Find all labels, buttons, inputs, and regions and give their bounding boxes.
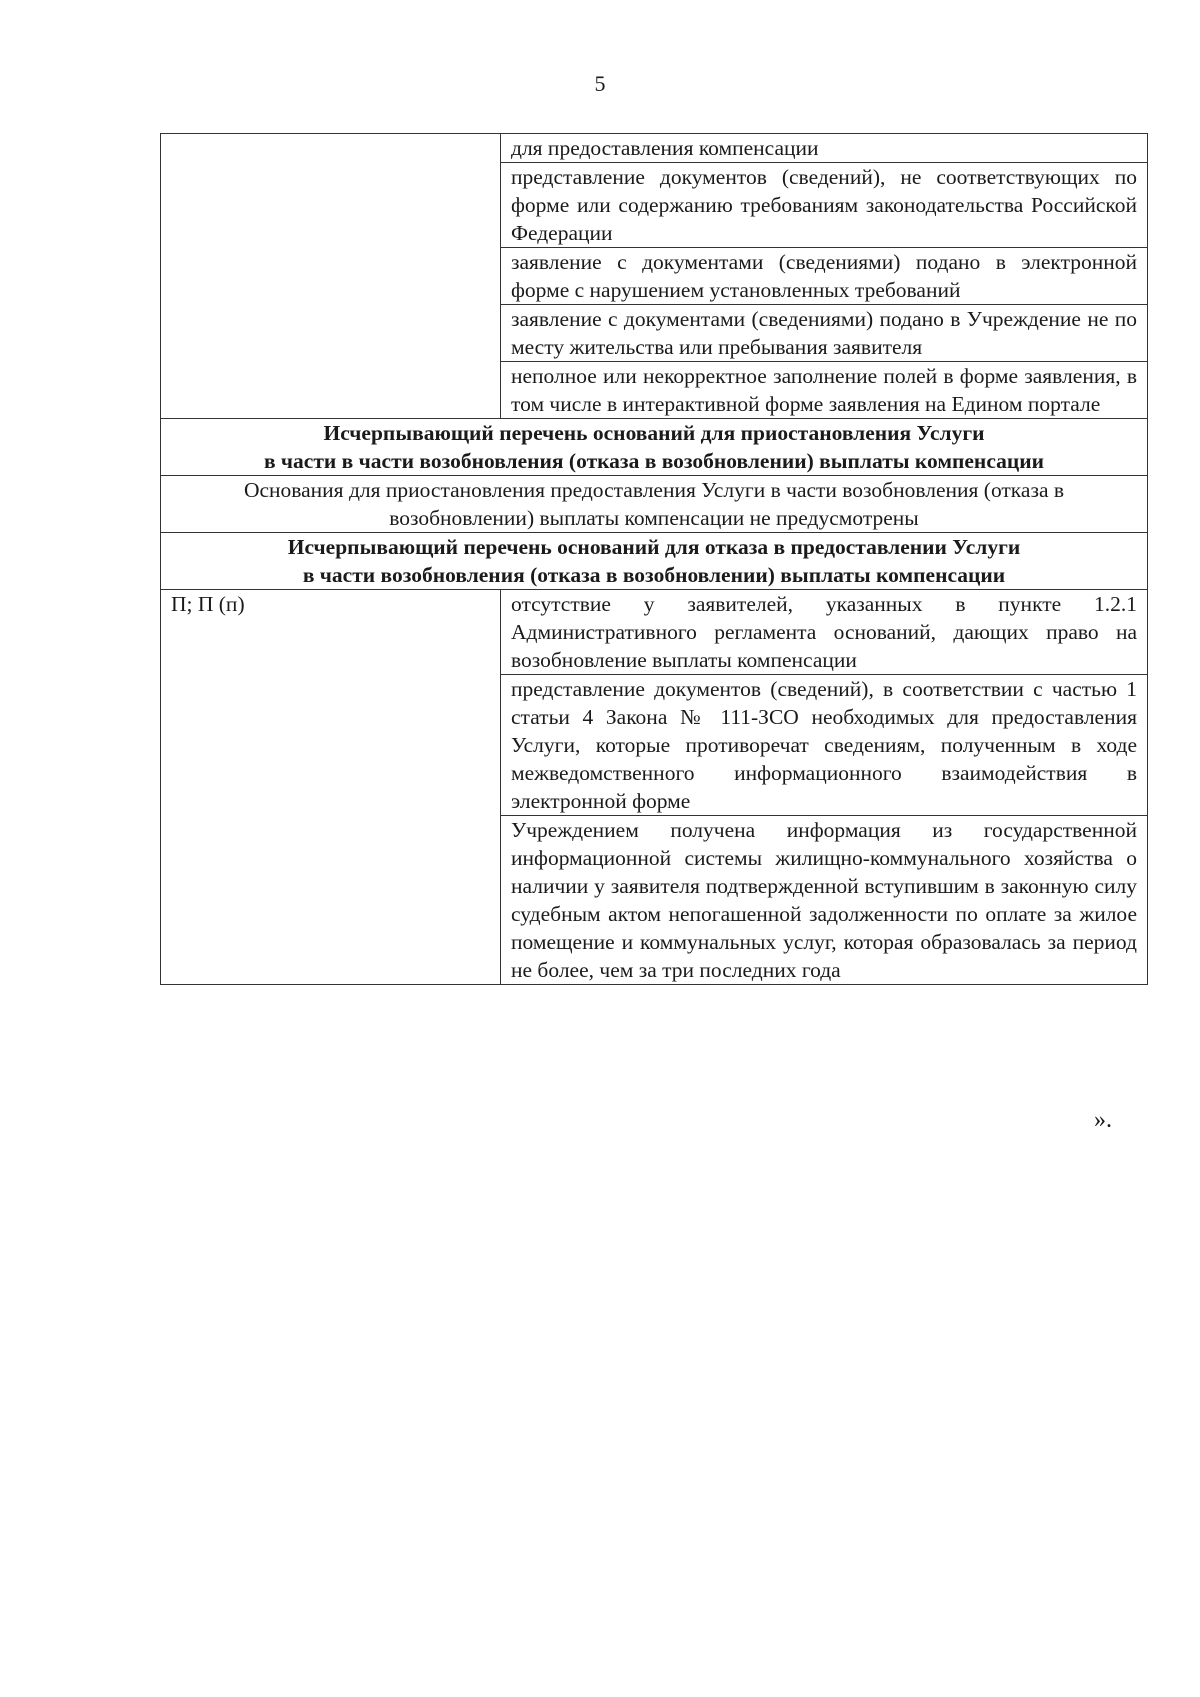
heading-line: в части возобновления (отказа в возобновлении) выплаты компенсации [302, 563, 1006, 587]
table-cell: для предоставления компенсации [501, 134, 1148, 163]
table-row [161, 590, 1148, 675]
heading-line: Исчерпывающий перечень оснований для отказа в предоставлении Услуги [287, 535, 1021, 559]
note-line: возобновлении) выплаты компенсации не предусмотрены [389, 506, 919, 530]
closing-quote: ». [1094, 1107, 1112, 1133]
table-cell: заявление с документами (сведениями) подано в Учреждение не по месту жительства или пребывания заявителя [501, 305, 1148, 362]
heading-line: в части в части возобновления (отказа в возобновлении) выплаты компенсации [263, 449, 1045, 473]
table-cell: отсутствие у заявителей, указанных в пункте 1.2.1 Административного регламента оснований, дающих право на возобновление выплаты компенсации [501, 590, 1148, 675]
table-row [161, 419, 1148, 476]
table-cell: Учреждением получена информация из государственной информационной системы жилищно-коммунального хозяйства о наличии у заявителя подтвержденной вступившим в законную силу судебным актом непогашенной задолженности по оплате за жилое помещение и коммунальных услуг, которая образовалась за период не более, чем за три последних года [501, 816, 1148, 985]
table-cell: представление документов (сведений), не соответствующих по форме или содержанию требованиям законодательства Российской Федерации [501, 163, 1148, 248]
empty-left-cell [161, 134, 501, 419]
table-cell: представление документов (сведений), в соответствии с частью 1 статьи 4 Закона № 111-ЗСО необходимых для предоставления Услуги, которые противоречат сведениям, полученным в ходе межведомственного информационного взаимодействия в электронной форме [501, 675, 1148, 816]
table-row [161, 476, 1148, 533]
section-heading-suspension [161, 419, 1148, 476]
note-line: Основания для приостановления предоставления Услуги в части возобновления (отказа в [243, 478, 1065, 502]
table-cell: неполное или некорректное заполнение полей в форме заявления, в том числе в интерактивной форме заявления на Едином портале [501, 362, 1148, 419]
heading-line: Исчерпывающий перечень оснований для приостановления Услуги [323, 421, 985, 445]
table-cell: заявление с документами (сведениями) подано в электронной форме с нарушением установленных требований [501, 248, 1148, 305]
section-heading-refusal [161, 533, 1148, 590]
table-row [161, 134, 1148, 163]
grounds-table [160, 133, 1148, 985]
left-label-cell: П; П (п) [161, 590, 501, 985]
suspension-note [161, 476, 1148, 533]
table-row [161, 533, 1148, 590]
page-number: 5 [594, 71, 606, 96]
